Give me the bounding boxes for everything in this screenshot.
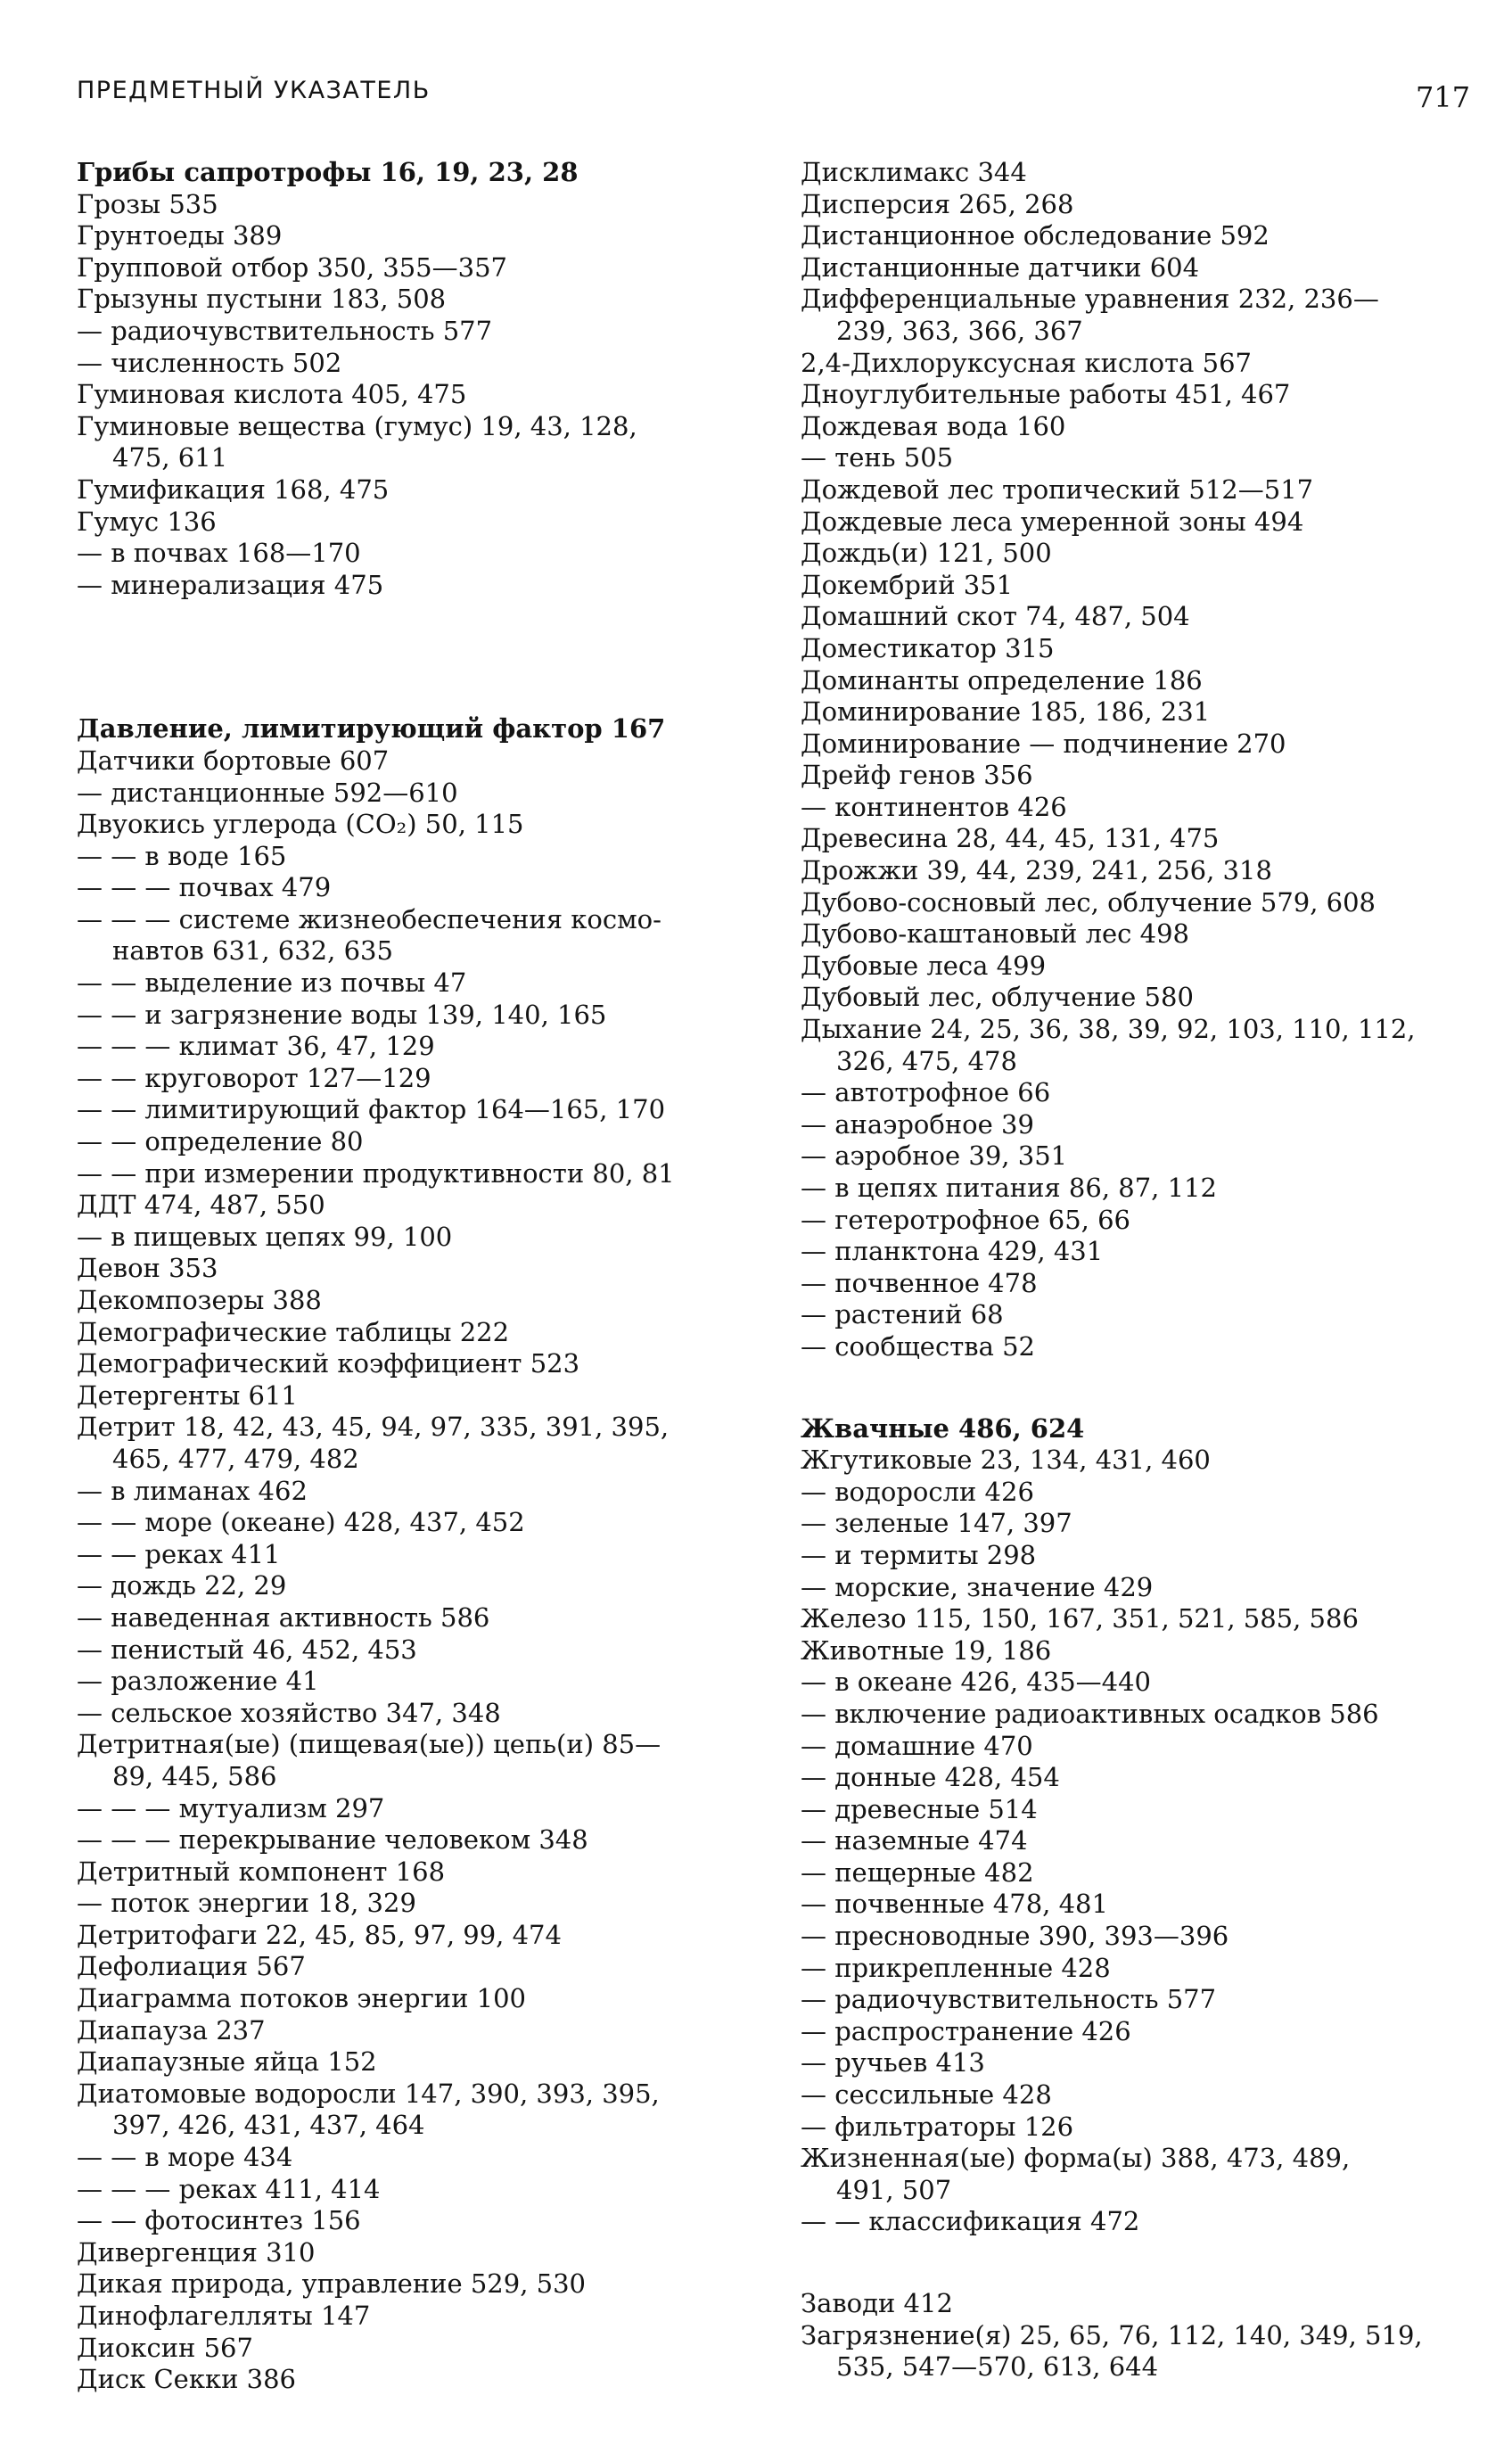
index-entry: Дождь(и) 121, 500 <box>801 538 1052 569</box>
index-entry: — растений 68 <box>801 1299 1004 1330</box>
index-entry: Детритный компонент 168 <box>77 1856 446 1887</box>
index-entry: — — — системе жизнеобеспечения космо- <box>77 903 662 934</box>
index-section-gap <box>801 1363 1460 1413</box>
index-entry: Дикая природа, управление 529, 530 <box>77 2268 586 2300</box>
index-entry: ДДТ 474, 487, 550 <box>77 1189 325 1221</box>
index-entry: — донные 428, 454 <box>801 1762 1060 1793</box>
index-entry: — распространение 426 <box>801 2015 1131 2046</box>
index-entry: Девон 353 <box>77 1253 218 1284</box>
index-entry: — ручьев 413 <box>801 2047 985 2078</box>
index-entry: — аэробное 39, 351 <box>801 1140 1068 1172</box>
index-entry: — — при измерении продуктивности 80, 81 <box>77 1157 675 1189</box>
index-entry: Дистанционное обследование 592 <box>801 220 1270 251</box>
index-entry: Дождевая вода 160 <box>801 410 1066 441</box>
index-entry: — — в воде 165 <box>77 840 287 871</box>
index-entry: Дубовые леса 499 <box>801 950 1047 981</box>
index-entry: — сельское хозяйство 347, 348 <box>77 1697 501 1728</box>
index-entry: — и термиты 298 <box>801 1539 1037 1570</box>
index-entry: — почвенное 478 <box>801 1267 1038 1298</box>
index-entry: Доминирование — подчинение 270 <box>801 728 1286 759</box>
index-entry: Диатомовые водоросли 147, 390, 393, 395, <box>77 2078 660 2109</box>
index-entry: — континентов 426 <box>801 791 1067 822</box>
index-entry: — разложение 41 <box>77 1666 319 1697</box>
index-entry: Докембрий 351 <box>801 569 1014 600</box>
index-column-left <box>77 157 736 2396</box>
index-entry: — древесные 514 <box>801 1793 1038 1824</box>
index-entry-continuation: 465, 477, 479, 482 <box>112 1443 359 1474</box>
index-entry: Дубово-сосновый лес, облучение 579, 608 <box>801 886 1376 918</box>
index-entry: — пресноводные 390, 393—396 <box>801 1921 1229 1952</box>
index-entry: Грибы сапротрофы 16, 19, 23, 28 <box>77 157 579 187</box>
index-entry: Диск Секки 386 <box>77 2364 296 2395</box>
index-entry: Диапауза 237 <box>77 2014 266 2046</box>
index-entry: — пенистый 46, 452, 453 <box>77 1634 417 1665</box>
index-entry: Жизненная(ые) форма(ы) 388, 473, 489, <box>801 2143 1351 2174</box>
index-entry: — тень 505 <box>801 442 954 473</box>
index-entry: — — круговорот 127—129 <box>77 1062 431 1093</box>
index-entry: Железо 115, 150, 167, 351, 521, 585, 586 <box>801 1603 1359 1634</box>
index-entry: Датчики бортовые 607 <box>77 745 390 776</box>
index-entry: — морские, значение 429 <box>801 1571 1154 1602</box>
index-column-right <box>801 157 1460 2383</box>
index-entry: Дивергенция 310 <box>77 2236 316 2268</box>
index-entry: 2,4-Дихлоруксусная кислота 567 <box>801 347 1252 378</box>
index-entry: — в пищевых цепях 99, 100 <box>77 1221 453 1252</box>
index-entry: — — выделение из почвы 47 <box>77 967 467 999</box>
index-entry: Динофлагелляты 147 <box>77 2301 371 2331</box>
index-entry: Гумус 136 <box>77 506 217 537</box>
index-entry: Доминирование 185, 186, 231 <box>801 696 1211 728</box>
index-entry: Демографический коэффициент 523 <box>77 1348 580 1379</box>
index-entry: Дыхание 24, 25, 36, 38, 39, 92, 103, 110, 112, <box>801 1014 1416 1045</box>
index-entry: — пещерные 482 <box>801 1856 1034 1888</box>
index-entry-continuation: 491, 507 <box>836 2174 952 2205</box>
index-entry: Жгутиковые 23, 134, 431, 460 <box>801 1445 1211 1476</box>
index-entry: — — — климат 36, 47, 129 <box>77 1031 435 1062</box>
index-entry: Заводи 412 <box>801 2288 953 2318</box>
index-entry-continuation: 239, 363, 366, 367 <box>836 315 1083 346</box>
index-entry: Групповой отбор 350, 355—357 <box>77 251 507 283</box>
index-entry: — анаэробное 39 <box>801 1108 1034 1140</box>
index-entry: — в почвах 168—170 <box>77 538 361 569</box>
index-entry: — дождь 22, 29 <box>77 1570 287 1601</box>
index-entry: Детрит 18, 42, 43, 45, 94, 97, 335, 391, 395, <box>77 1412 670 1443</box>
index-entry: Дрейф генов 356 <box>801 760 1033 791</box>
running-header-title: ПРЕДМЕТНЫЙ УКАЗАТЕЛЬ <box>77 77 431 104</box>
index-entry: Дифференциальные уравнения 232, 236— <box>801 284 1379 315</box>
page-number: 717 <box>1416 80 1471 114</box>
index-entry: Детергенты 611 <box>77 1379 298 1411</box>
index-entry: — минерализация 475 <box>77 569 384 600</box>
index-entry-continuation: 475, 611 <box>112 442 228 473</box>
index-entry: Диаграмма потоков энергии 100 <box>77 1983 527 2014</box>
index-entry: — — классификация 472 <box>801 2206 1140 2237</box>
index-entry: Дрожжи 39, 44, 239, 241, 256, 318 <box>801 855 1272 886</box>
index-entry: Древесина 28, 44, 45, 131, 475 <box>801 823 1220 854</box>
index-entry-continuation: 535, 547—570, 613, 644 <box>836 2351 1159 2383</box>
index-entry: — — реках 411 <box>77 1538 281 1569</box>
index-entry: — автотрофное 66 <box>801 1077 1051 1108</box>
index-entry: Детритофаги 22, 45, 85, 97, 99, 474 <box>77 1919 562 1950</box>
index-entry: — наземные 474 <box>801 1825 1028 1856</box>
index-entry-continuation: навтов 631, 632, 635 <box>112 935 393 967</box>
index-entry: Дисклимакс 344 <box>801 157 1027 187</box>
index-entry: — в цепях питания 86, 87, 112 <box>801 1173 1217 1203</box>
index-entry: Дубово-каштановый лес 498 <box>801 918 1189 950</box>
index-entry: Декомпозеры 388 <box>77 1285 322 1315</box>
index-section-gap <box>77 601 736 713</box>
index-entry: Дноуглубительные работы 451, 467 <box>801 379 1291 410</box>
index-entry: Детритная(ые) (пищевая(ые)) цепь(и) 85— <box>77 1729 662 1760</box>
index-entry: Диапаузные яйца 152 <box>77 2046 377 2078</box>
index-entry: — — — реках 411, 414 <box>77 2173 381 2204</box>
index-entry: Дубовый лес, облучение 580 <box>801 982 1194 1013</box>
index-entry: — гетеротрофное 65, 66 <box>801 1204 1130 1235</box>
index-entry: Гумификация 168, 475 <box>77 473 390 505</box>
index-entry: — — лимитирующий фактор 164—165, 170 <box>77 1094 666 1125</box>
index-entry: — — — перекрывание человеком 348 <box>77 1824 588 1856</box>
index-entry: Жвачные 486, 624 <box>801 1412 1085 1444</box>
index-entry: — дистанционные 592—610 <box>77 777 458 808</box>
index-entry: — поток энергии 18, 329 <box>77 1888 416 1919</box>
index-entry: — прикрепленные 428 <box>801 1952 1111 1983</box>
index-entry: Дождевые леса умеренной зоны 494 <box>801 506 1304 537</box>
index-entry: — — — мутуализм 297 <box>77 1792 385 1823</box>
index-entry: — сообщества 52 <box>801 1330 1035 1362</box>
index-entry: Домашний скот 74, 487, 504 <box>801 601 1190 632</box>
index-entry: — — — почвах 479 <box>77 872 332 903</box>
index-entry: Дистанционные датчики 604 <box>801 251 1200 283</box>
index-entry: — в океане 426, 435—440 <box>801 1667 1152 1698</box>
index-entry: — зеленые 147, 397 <box>801 1508 1072 1539</box>
index-entry: Двуокись углерода (CO₂) 50, 115 <box>77 809 524 840</box>
index-entry: Грунтоеды 389 <box>77 220 283 251</box>
index-entry-continuation: 326, 475, 478 <box>836 1045 1017 1076</box>
index-entry: — включение радиоактивных осадков 586 <box>801 1698 1379 1729</box>
index-entry: — — море (океане) 428, 437, 452 <box>77 1507 525 1538</box>
index-entry: Диоксин 567 <box>77 2332 253 2363</box>
index-entry: Дефолиация 567 <box>77 1951 306 1982</box>
index-entry: — радиочувствительность 577 <box>77 315 493 346</box>
index-entry: — фильтраторы 126 <box>801 2111 1074 2142</box>
index-entry: Гуминовые вещества (гумус) 19, 43, 128, <box>77 410 637 441</box>
index-entry: — — определение 80 <box>77 1126 364 1157</box>
index-entry-continuation: 89, 445, 586 <box>112 1760 277 1791</box>
index-entry: — планктона 429, 431 <box>801 1236 1104 1267</box>
index-entry: — сессильные 428 <box>801 2079 1052 2111</box>
index-entry: Грозы 535 <box>77 188 218 219</box>
index-entry: — — фотосинтез 156 <box>77 2205 361 2236</box>
index-entry: Демографические таблицы 222 <box>77 1316 510 1347</box>
index-entry: Загрязнение(я) 25, 65, 76, 112, 140, 349, 519, <box>801 2319 1423 2350</box>
index-entry: — — и загрязнение воды 139, 140, 165 <box>77 999 607 1030</box>
index-entry: — в лиманах 462 <box>77 1475 308 1506</box>
index-entry: — наведенная активность 586 <box>77 1601 490 1633</box>
index-entry: Дисперсия 265, 268 <box>801 188 1074 219</box>
index-entry: — радиочувствительность 577 <box>801 1984 1217 2015</box>
index-entry: Грызуны пустыни 183, 508 <box>77 284 447 315</box>
index-entry: — домашние 470 <box>801 1730 1033 1761</box>
index-section-gap <box>801 2238 1460 2288</box>
index-entry: Животные 19, 186 <box>801 1634 1052 1666</box>
index-entry: Дождевой лес тропический 512—517 <box>801 473 1314 505</box>
index-entry-continuation: 397, 426, 431, 437, 464 <box>112 2110 425 2141</box>
index-entry: — — в море 434 <box>77 2142 293 2173</box>
index-entry: — почвенные 478, 481 <box>801 1889 1108 1920</box>
index-entry: Гуминовая кислота 405, 475 <box>77 379 467 410</box>
index-entry: Доместикатор 315 <box>801 632 1055 663</box>
index-entry: Доминанты определение 186 <box>801 664 1203 696</box>
index-entry: Давление, лимитирующий фактор 167 <box>77 713 666 745</box>
index-entry: — водоросли 426 <box>801 1476 1034 1507</box>
index-entry: — численность 502 <box>77 347 342 378</box>
